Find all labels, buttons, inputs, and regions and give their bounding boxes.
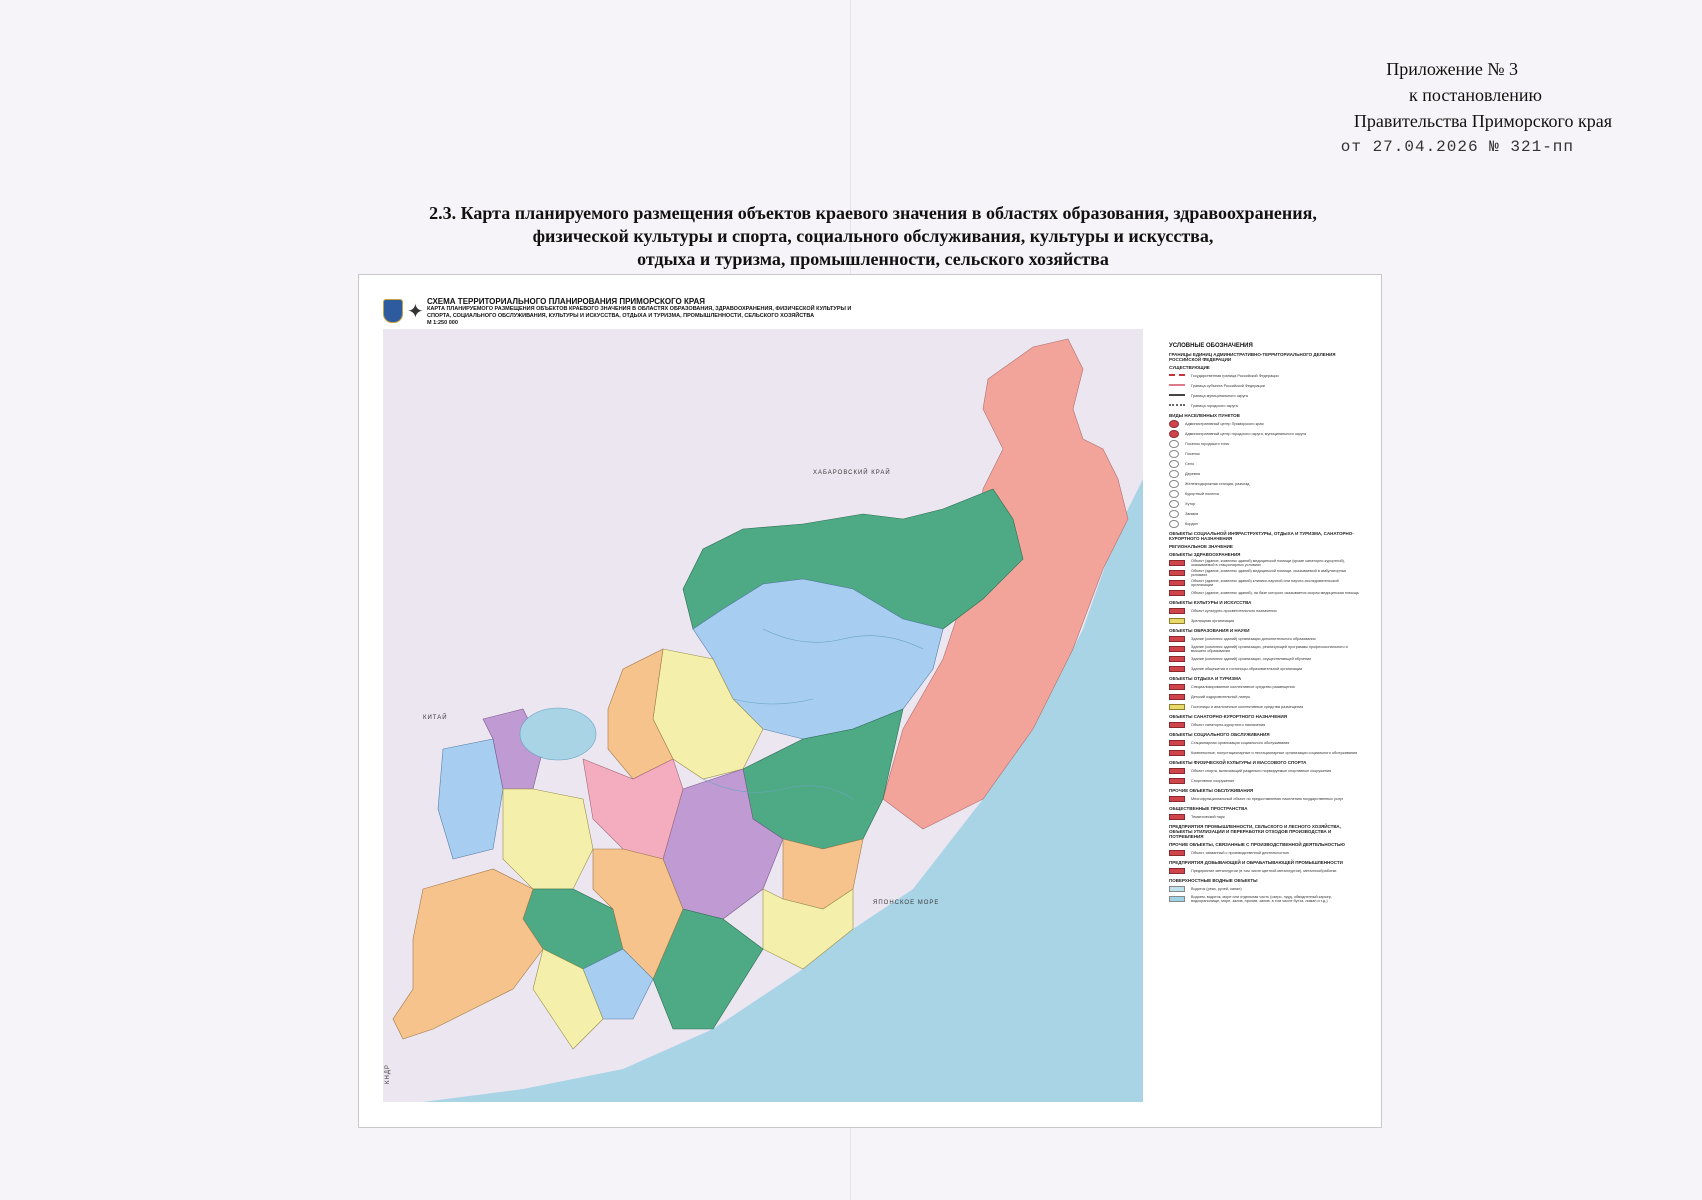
district-sw-blue[interactable]	[438, 739, 503, 859]
map-canvas[interactable]	[383, 329, 1143, 1102]
health-icon	[1169, 560, 1185, 566]
education-icon	[1169, 646, 1185, 652]
legend-culture-title: ОБЪЕКТЫ КУЛЬТУРЫ И ИСКУССТВА	[1169, 600, 1252, 605]
legend-health-title: ОБЪЕКТЫ ЗДРАВООХРАНЕНИЯ	[1169, 552, 1241, 557]
legend-industry-title: ПРЕДПРИЯТИЯ ПРОМЫШЛЕННОСТИ, СЕЛЬСКОГО И ЛЕСНОГО ХОЗЯЙСТВА, ОБЪЕКТЫ УТИЛИЗАЦИИ И ПЕРЕРАБОТКИ ОТХОДОВ ПРОИЗВОДСТВА И ПОТРЕБЛЕНИЯ	[1169, 824, 1341, 839]
legend-item: Здание (комплекс зданий) организации, осуществляющей обучение	[1169, 655, 1359, 663]
boundary-subject-swatch	[1169, 384, 1185, 388]
legend-item: Спортивное сооружение	[1169, 777, 1359, 785]
river-icon	[1169, 886, 1185, 892]
settlement-icon	[1169, 420, 1179, 428]
boundary-state-swatch	[1169, 374, 1185, 378]
legend-item: Поселок городского типа	[1169, 440, 1359, 448]
label-khabarovsk: ХАБАРОВСКИЙ КРАЙ	[813, 470, 891, 476]
legend-resort-title: ОБЪЕКТЫ САНАТОРНО-КУРОРТНОГО НАЗНАЧЕНИЯ	[1169, 714, 1287, 719]
map-sheet	[358, 274, 1382, 1128]
legend-item: Граница городского округа	[1169, 402, 1359, 410]
park-icon	[1169, 814, 1185, 820]
label-china: КИТАЙ	[423, 715, 448, 721]
settlement-icon	[1169, 510, 1179, 518]
appendix-date-stamp: от 27.04.2026 № 321-пп	[1340, 138, 1574, 156]
legend-item: Административный центр городского округа, муниципального округа	[1169, 430, 1359, 438]
legend-social-service-title: ОБЪЕКТЫ СОЦИАЛЬНОГО ОБСЛУЖИВАНИЯ	[1169, 732, 1270, 737]
district-sw-yellow[interactable]	[503, 789, 593, 889]
legend-item: Стационарная организация социального обслуживания	[1169, 739, 1359, 747]
legend-other-title: ПРОЧИЕ ОБЪЕКТЫ ОБСЛУЖИВАНИЯ	[1169, 788, 1254, 793]
map-header	[383, 297, 867, 326]
district-sw-coast-orange[interactable]	[393, 869, 543, 1039]
legend-item: Деревня	[1169, 470, 1359, 478]
settlement-icon	[1169, 450, 1179, 458]
legend-regional: РЕГИОНАЛЬНОЕ ЗНАЧЕНИЕ	[1169, 544, 1233, 549]
legend-item: Объект (здание, комплекс зданий), на базе которого оказывается скорая медицинская помощь	[1169, 589, 1359, 597]
document-title-line1: 2.3. Карта планируемого размещения объектов краевого значения в областях образования, здравоохранения,	[429, 203, 1317, 223]
legend-social-title: ОБЪЕКТЫ СОЦИАЛЬНОЙ ИНФРАСТРУКТУРЫ, ОТДЫХА И ТУРИЗМА, САНАТОРНО-КУРОРТНОГО НАЗНАЧЕНИЯ	[1169, 531, 1354, 541]
appendix-number: Приложение № 3	[1386, 59, 1518, 79]
legend-item: Здание общежития и гостиницы образовательной организации	[1169, 665, 1359, 673]
settlement-icon	[1169, 460, 1179, 468]
legend-item: Государственная граница Российской Федерации	[1169, 372, 1359, 380]
resort-icon	[1169, 722, 1185, 728]
settlement-icon	[1169, 470, 1179, 478]
settlement-icon	[1169, 480, 1179, 488]
tourism-icon	[1169, 704, 1185, 710]
sport-icon	[1169, 778, 1185, 784]
legend-item: Объект (здание, комплекс зданий) клинико-научной или научно-исследовательской организации	[1169, 579, 1359, 587]
document-title-line3: отдыха и туризма, промышленности, сельского хозяйства	[637, 249, 1109, 269]
appendix-government: Правительства Приморского края	[1353, 111, 1612, 131]
legend-boundaries-title: ГРАНИЦЫ ЕДИНИЦ АДМИНИСТРАТИВНО-ТЕРРИТОРИАЛЬНОГО ДЕЛЕНИЯ РОССИЙСКОЙ ФЕДЕРАЦИИ	[1169, 352, 1336, 362]
label-korea: КНДР	[385, 1064, 391, 1084]
settlement-icon	[1169, 440, 1179, 448]
legend-industry-sub1: ПРОЧИЕ ОБЪЕКТЫ, СВЯЗАННЫЕ С ПРОИЗВОДСТВЕННОЙ ДЕЯТЕЛЬНОСТЬЮ	[1169, 842, 1345, 847]
document-title-line2: физической культуры и спорта, социального обслуживания, культуры и искусства,	[532, 226, 1214, 246]
settlement-icon	[1169, 500, 1179, 508]
legend-item: Детский оздоровительный лагерь	[1169, 693, 1359, 701]
legend-item: Хутор	[1169, 500, 1359, 508]
legend-item: Водоток (река, ручей, канал)	[1169, 885, 1359, 893]
legend-item: Граница муниципального округа	[1169, 392, 1359, 400]
legend-industry-sub2: ПРЕДПРИЯТИЯ ДОБЫВАЮЩЕЙ И ОБРАБАТЫВАЮЩЕЙ ПРОМЫШЛЕННОСТИ	[1169, 860, 1343, 865]
legend-item: Заимка	[1169, 510, 1359, 518]
map-scale: М 1:250 000	[427, 320, 458, 326]
education-icon	[1169, 656, 1185, 662]
lake-khanka	[520, 708, 596, 760]
boundary-municipal-swatch	[1169, 394, 1185, 398]
map-subtitle: КАРТА ПЛАНИРУЕМОГО РАЗМЕЩЕНИЯ ОБЪЕКТОВ КРАЕВОГО ЗНАЧЕНИЯ В ОБЛАСТЯХ ОБРАЗОВАНИЯ, ЗДРАВООХРАНЕНИЯ, ФИЗИЧЕСКОЙ КУЛЬТУРЫ И СПОРТА, СОЦИАЛЬНОГО ОБСЛУЖИВАНИЯ, КУЛЬТУРЫ И ИСКУССТВА, ОТДЫХА И ТУРИЗМА, ПРОМЫШЛЕННОСТИ, СЕЛЬСКОГО ХОЗЯЙСТВА	[427, 306, 852, 319]
label-sea: ЯПОНСКОЕ МОРЕ	[873, 900, 940, 906]
tourism-icon	[1169, 694, 1185, 700]
legend-item: Граница субъекта Российской Федерации	[1169, 382, 1359, 390]
legend-item: Курортный поселок	[1169, 490, 1359, 498]
legend-item: Железнодорожная станция, разъезд	[1169, 480, 1359, 488]
legend-water-title: ПОВЕРХНОСТНЫЕ ВОДНЫЕ ОБЪЕКТЫ	[1169, 878, 1258, 883]
document-title	[330, 202, 1416, 271]
legend-existing: СУЩЕСТВУЮЩИЕ	[1169, 365, 1210, 370]
legend-item: Объект (здание, комплекс зданий) медицинской помощи, оказываемой в амбулаторных условиях	[1169, 569, 1359, 577]
legend-item: Здание (комплекс зданий) организации, реализующей программы профессионального и высшего образования	[1169, 645, 1359, 653]
legend-education-title: ОБЪЕКТЫ ОБРАЗОВАНИЯ И НАУКИ	[1169, 628, 1250, 633]
compass-icon: ✦	[407, 301, 424, 323]
tourism-icon	[1169, 684, 1185, 690]
legend-item: Комплексные, полустационарные и нестационарные организации социального обслуживания	[1169, 749, 1359, 757]
water-body-icon	[1169, 896, 1185, 902]
legend-item: Объект (здание, комплекс зданий) медицинской помощи (кроме санаторно-курортной), оказываемой в стационарных условиях	[1169, 559, 1359, 567]
culture-icon	[1169, 608, 1185, 614]
legend-item: Специализированное коллективное средство размещения	[1169, 683, 1359, 691]
boundary-city-swatch	[1169, 404, 1185, 408]
legend-item: Поселок	[1169, 450, 1359, 458]
legend-item: Водоем, водоток, море или отдельная часть (озеро, пруд, обводненный карьер, водохранилище, море, залив, пролив, залив, в том числе бухта, лиман и т.д.)	[1169, 895, 1359, 903]
legend-item: Объект, связанный с производственной деятельностью	[1169, 849, 1359, 857]
legend-item: Объект санаторно-курортного назначения	[1169, 721, 1359, 729]
legend-item: Предприятие металлургии (в том числе цветной металлургии), металлообработки	[1169, 867, 1359, 875]
appendix-decree: к постановлению	[1409, 85, 1542, 105]
legend-item: Административный центр Приморского края	[1169, 420, 1359, 428]
metallurgy-icon	[1169, 868, 1185, 874]
coat-of-arms-icon	[383, 299, 403, 323]
industry-icon	[1169, 850, 1185, 856]
legend-item: Тематический парк	[1169, 813, 1359, 821]
map-legend	[1169, 339, 1359, 905]
legend-public-title: ОБЩЕСТВЕННЫЕ ПРОСТРАНСТВА	[1169, 806, 1248, 811]
legend-item: Село	[1169, 460, 1359, 468]
health-icon	[1169, 590, 1185, 596]
legend-item: Зрелищная организация	[1169, 617, 1359, 625]
legend-settlements-title: ВИДЫ НАСЕЛЕННЫХ ПУНКТОВ	[1169, 413, 1240, 418]
education-icon	[1169, 636, 1185, 642]
settlement-icon	[1169, 490, 1179, 498]
appendix-block	[1341, 56, 1612, 160]
culture-icon	[1169, 618, 1185, 624]
legend-item: Кордон	[1169, 520, 1359, 528]
legend-item: Объект спорта, включающий раздельно нормируемые спортивные сооружения	[1169, 767, 1359, 775]
settlement-icon	[1169, 520, 1179, 528]
sport-icon	[1169, 768, 1185, 774]
legend-sport-title: ОБЪЕКТЫ ФИЗИЧЕСКОЙ КУЛЬТУРЫ И МАССОВОГО СПОРТА	[1169, 760, 1307, 765]
legend-item: Многофункциональный объект по предоставлению населению государственных услуг	[1169, 795, 1359, 803]
map-frame[interactable]	[383, 329, 1143, 1102]
social-service-icon	[1169, 740, 1185, 746]
legend-tourism-title: ОБЪЕКТЫ ОТДЫХА И ТУРИЗМА	[1169, 676, 1242, 681]
service-icon	[1169, 796, 1185, 802]
health-icon	[1169, 580, 1185, 586]
legend-title: УСЛОВНЫЕ ОБОЗНАЧЕНИЯ	[1169, 343, 1253, 349]
legend-item: Здание (комплекс зданий) организации дополнительного образования	[1169, 635, 1359, 643]
health-icon	[1169, 570, 1185, 576]
education-icon	[1169, 666, 1185, 672]
legend-item: Объект культурно-просветительного назначения	[1169, 607, 1359, 615]
settlement-icon	[1169, 430, 1179, 438]
map-title: СХЕМА ТЕРРИТОРИАЛЬНОГО ПЛАНИРОВАНИЯ ПРИМОРСКОГО КРАЯ	[427, 297, 705, 306]
legend-item: Гостиницы и аналогичные коллективные средства размещения	[1169, 703, 1359, 711]
social-service-icon	[1169, 750, 1185, 756]
